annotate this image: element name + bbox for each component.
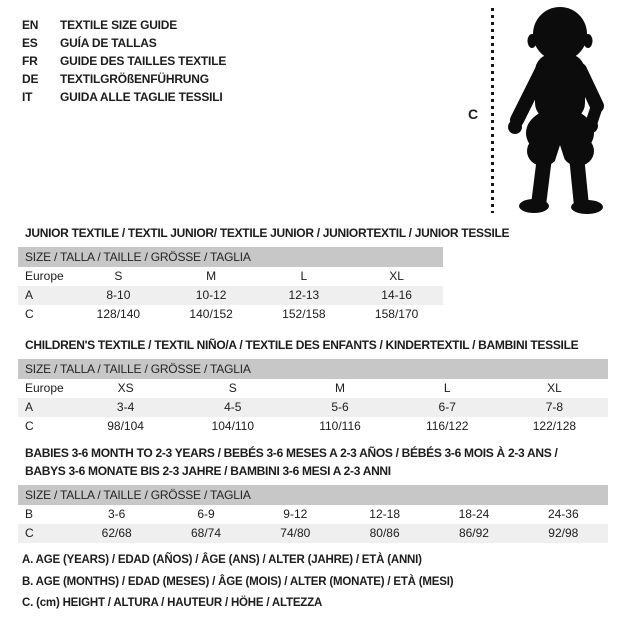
size-cell: M	[335, 381, 345, 395]
size-cell: 128/140	[96, 307, 141, 321]
size-cell: 80/86	[369, 526, 400, 540]
table-row	[18, 286, 443, 305]
language-label: GUIDA ALLE TAGLIE TESSILI	[60, 90, 223, 104]
height-measure-label: C	[468, 106, 479, 122]
size-cell: 6-9	[197, 507, 215, 521]
row-label: C	[25, 526, 34, 540]
size-cell: 140/152	[189, 307, 233, 321]
language-label: GUIDE DES TAILLES TEXTILE	[60, 54, 227, 68]
language-row	[22, 88, 226, 106]
table-title	[18, 444, 608, 480]
size-header-bar: SIZE / TALLA / TAILLE / GRÖSSE / TAGLIA	[18, 485, 608, 505]
size-cell: 86/92	[458, 526, 489, 540]
size-cell: 62/68	[101, 526, 132, 540]
language-label: TEXTILGRÖßENFÜHRUNG	[60, 72, 209, 86]
size-table	[18, 247, 443, 324]
language-code: FR	[22, 54, 38, 68]
table-row	[18, 505, 608, 524]
size-cell: L	[300, 269, 308, 283]
table-title-line: BABIES 3-6 MONTH TO 2-3 YEARS / BEBÉS 3-6 MESES A 2-3 AÑOS / BÉBÉS 3-6 MOIS À 2-3 ANS /	[25, 446, 558, 460]
size-cell: 7-8	[545, 400, 564, 414]
language-code: IT	[22, 90, 33, 104]
size-cell: 12-18	[369, 507, 400, 521]
size-cell: XL	[547, 381, 562, 395]
table-title-line: JUNIOR TEXTILE / TEXTIL JUNIOR/ TEXTILE JUNIOR / JUNIORTEXTIL / JUNIOR TESSILE	[25, 226, 510, 240]
size-cell: 9-12	[283, 507, 308, 521]
size-cell: 116/122	[425, 419, 469, 433]
footnote-line: C. (cm) HEIGHT / ALTURA / HAUTEUR / HÖHE / ALTEZZA	[22, 597, 323, 609]
section-junior-textile	[18, 224, 510, 324]
table-row	[18, 267, 443, 286]
size-cell: 92/98	[548, 526, 579, 540]
size-cell: 98/104	[107, 419, 144, 433]
language-code: EN	[22, 18, 39, 32]
row-label: Europe	[25, 269, 64, 283]
section-babies-textile	[18, 444, 608, 543]
size-cell: 12-13	[288, 288, 320, 302]
size-cell: XS	[117, 381, 134, 395]
size-cell: 3-6	[107, 507, 126, 521]
size-cell: 110/116	[319, 419, 361, 433]
size-cell: L	[443, 381, 451, 395]
size-cell: 104/110	[211, 419, 255, 433]
size-cell: 3-4	[116, 400, 135, 414]
section-childrens-textile	[18, 336, 608, 436]
toddler-silhouette	[498, 4, 618, 216]
table-row	[18, 417, 608, 436]
table-title-line: BABYS 3-6 MONATE BIS 2-3 JAHRE / BAMBINI 3-6 MESI A 2-3 ANNI	[25, 464, 391, 478]
language-row	[22, 70, 226, 88]
language-code: DE	[22, 72, 39, 86]
language-row	[22, 34, 226, 52]
size-cell: 74/80	[280, 526, 311, 540]
table-row	[18, 305, 443, 324]
table-row	[18, 524, 608, 543]
size-cell: 8-10	[106, 288, 131, 302]
row-label: C	[25, 307, 34, 321]
language-row	[22, 16, 226, 34]
size-cell: XL	[389, 269, 404, 283]
table-row	[18, 398, 608, 417]
size-table	[18, 359, 608, 436]
table-title	[18, 336, 608, 354]
size-cell: S	[114, 269, 123, 283]
language-label: GUÍA DE TALLAS	[60, 36, 157, 50]
size-cell: 158/170	[374, 307, 419, 321]
size-cell: 152/158	[282, 307, 326, 321]
row-label: A	[25, 400, 34, 414]
table-title	[18, 224, 510, 242]
table-row	[18, 379, 608, 398]
size-cell: 4-5	[224, 400, 242, 414]
row-label: A	[25, 288, 34, 302]
size-cell: 14-16	[381, 288, 412, 302]
height-measure-dotted-line	[491, 8, 494, 213]
row-label: Europe	[25, 381, 64, 395]
language-row	[22, 52, 226, 70]
size-cell: 5-6	[331, 400, 349, 414]
size-cell: 6-7	[438, 400, 456, 414]
footnote-line: B. AGE (MONTHS) / EDAD (MESES) / ÂGE (MOIS) / ALTER (MONATE) / ETÀ (MESI)	[22, 575, 454, 588]
language-label: TEXTILE SIZE GUIDE	[60, 18, 178, 32]
size-cell: 18-24	[458, 507, 490, 521]
size-cell: M	[206, 269, 217, 283]
size-header-bar: SIZE / TALLA / TAILLE / GRÖSSE / TAGLIA	[18, 247, 443, 267]
row-label: C	[25, 419, 34, 433]
language-list	[22, 16, 226, 106]
row-label: B	[25, 507, 34, 521]
size-cell: 10-12	[195, 288, 227, 302]
size-cell: 122/128	[532, 419, 577, 433]
size-header-bar: SIZE / TALLA / TAILLE / GRÖSSE / TAGLIA	[18, 359, 608, 379]
size-cell: 68/74	[190, 526, 221, 540]
footnote-line: A. AGE (YEARS) / EDAD (AÑOS) / ÂGE (ANS) / ALTER (JAHRE) / ETÀ (ANNI)	[22, 554, 422, 566]
size-table	[18, 485, 608, 543]
language-code: ES	[22, 36, 38, 50]
size-cell: 24-36	[547, 507, 579, 521]
table-title-line: CHILDREN'S TEXTILE / TEXTIL NIÑO/A / TEXTILE DES ENFANTS / KINDERTEXTIL / BAMBINI TESSILE	[25, 338, 579, 352]
size-cell: S	[228, 381, 237, 395]
footnotes	[22, 550, 453, 615]
